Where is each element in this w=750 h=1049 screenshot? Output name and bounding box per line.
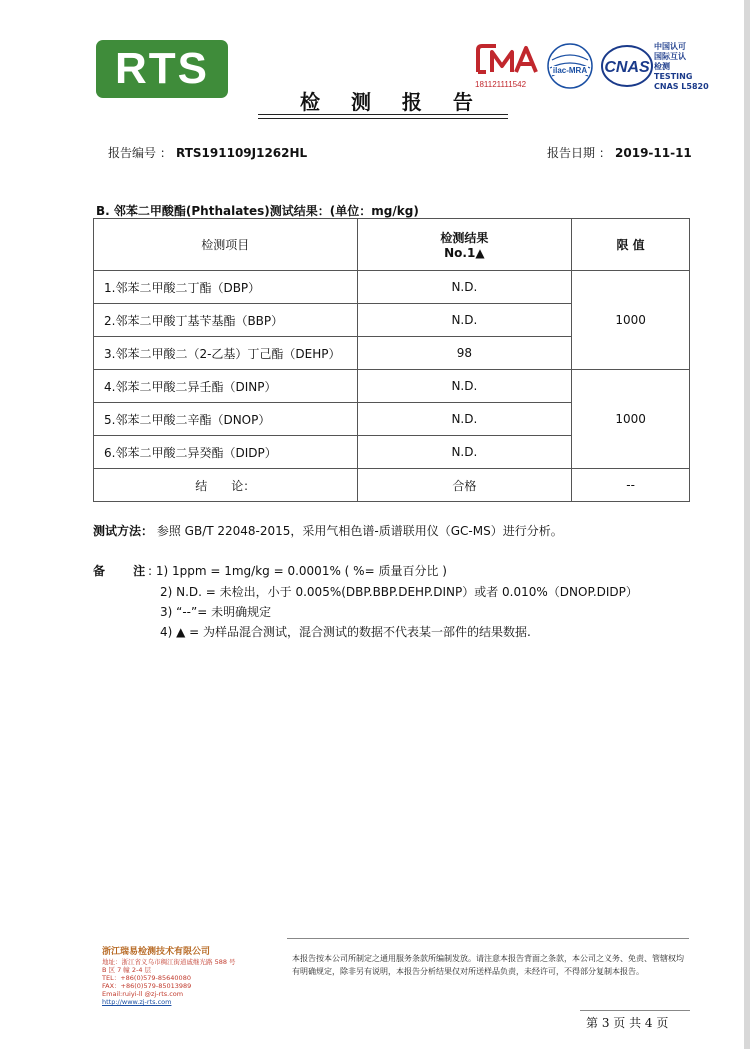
test-method-text: 参照 GB/T 22048-2015，采用气相色谱-质谱联用仪（GC-MS）进行分析。: [156, 524, 563, 538]
row-item: 4.邻苯二甲酸二异壬酯（DINP）: [94, 370, 358, 403]
row-item: 5.邻苯二甲酸二辛酯（DNOP）: [94, 403, 358, 436]
limit-group-2: 1000: [572, 370, 690, 469]
rts-logo: [96, 40, 228, 98]
cma-mark-icon: [472, 42, 542, 78]
cnas-text: 中国认可 国际互认 检测 TESTING CNAS L5820: [654, 42, 709, 91]
note-4: 4) ▲ = 为样品混合测试，混合测试的数据不代表某一部件的结果数据.: [160, 625, 531, 639]
svg-text:ilac-MRA: ilac-MRA: [552, 66, 588, 75]
title-underline: [258, 114, 508, 115]
row-item: 2.邻苯二甲酸丁基苄基酯（BBP）: [94, 304, 358, 337]
conclusion-result: 合格: [357, 469, 572, 502]
conclusion-label: 结 论：: [94, 469, 358, 502]
ilac-mra-icon: [546, 42, 594, 90]
conclusion-limit: --: [572, 469, 690, 502]
logo-text: RTS: [115, 44, 209, 93]
row-result: N.D.: [357, 436, 572, 469]
header-result: 检测结果 No.1▲: [357, 219, 572, 271]
report-number-label: 报告编号 ：: [108, 146, 172, 160]
header-limit: 限 值: [572, 219, 690, 271]
report-date-label: 报告日期 ：: [547, 146, 611, 160]
row-result: N.D.: [357, 403, 572, 436]
table-row: [94, 370, 690, 403]
header-item: 检测项目: [94, 219, 358, 271]
cnas-logo-icon: [600, 44, 654, 88]
results-table: [93, 218, 690, 502]
table-header-row: [94, 219, 690, 271]
section-title: B. 邻苯二甲酸酯(Phthalates)测试结果：(单位：mg/kg): [96, 204, 419, 218]
notes-label: 备 注: [93, 564, 158, 578]
row-result: 98: [357, 337, 572, 370]
page-divider: [580, 1010, 690, 1011]
note-2: 2) N.D. = 未检出，小于 0.005%(DBP.BBP.DEHP.DINP）或者 0.010%（DNOP.DIDP）: [160, 585, 638, 599]
report-number: [108, 144, 307, 161]
title-underline-2: [258, 118, 508, 119]
table-row: [94, 271, 690, 304]
disclaimer-divider: [287, 938, 689, 939]
test-method-label: 测试方法：: [93, 524, 154, 538]
row-result: N.D.: [357, 304, 572, 337]
company-name: 浙江瑞易检测技术有限公司: [102, 947, 211, 957]
report-date: [547, 144, 692, 161]
row-item: 3.邻苯二甲酸二（2-乙基）丁己酯（DEHP）: [94, 337, 358, 370]
limit-group-1: 1000: [572, 271, 690, 370]
company-info: 浙江瑞易检测技术有限公司 地址：浙江省义乌市稠江街道戚继光路 588 号 B 区 7 幢 2-4 层 TEL：+86(0)579-85640080 FAX：+86(0)579-85013989 Email:ruiyi-ll @zj-rts.com http://www.zj-rts.com: [102, 947, 236, 1006]
conclusion-row: [94, 469, 690, 502]
row-item: 6.邻苯二甲酸二异癸酯（DIDP）: [94, 436, 358, 469]
report-title: 检 测 报 告: [300, 90, 485, 114]
page-number: 第 3 页 共 4 页: [586, 1016, 669, 1030]
page-edge-shadow: [744, 0, 750, 1049]
company-website[interactable]: http://www.zj-rts.com: [102, 998, 172, 1006]
report-number-value: RTS191109J1262HL: [176, 146, 308, 160]
test-method: [93, 522, 563, 539]
cma-number: 181121111542: [475, 80, 527, 89]
report-date-value: 2019-11-11: [615, 146, 692, 160]
note-1: : 1) 1ppm = 1mg/kg = 0.0001% ( %= 质量百分比 ): [148, 564, 447, 578]
note-3: 3) “--”= 未明确规定: [160, 605, 272, 619]
row-result: N.D.: [357, 271, 572, 304]
row-result: N.D.: [357, 370, 572, 403]
svg-text:CNAS: CNAS: [604, 59, 650, 76]
disclaimer: 本报告按本公司所制定之通用服务条款所编制发放。请注意本报告背面之条款，本公司之义务、免责、管辖权均有明确规定，除非另有说明，本报告分析结果仅对所送样品负责，未经许可，不得部分复制本报告。: [292, 954, 684, 976]
row-item: 1.邻苯二甲酸二丁酯（DBP）: [94, 271, 358, 304]
